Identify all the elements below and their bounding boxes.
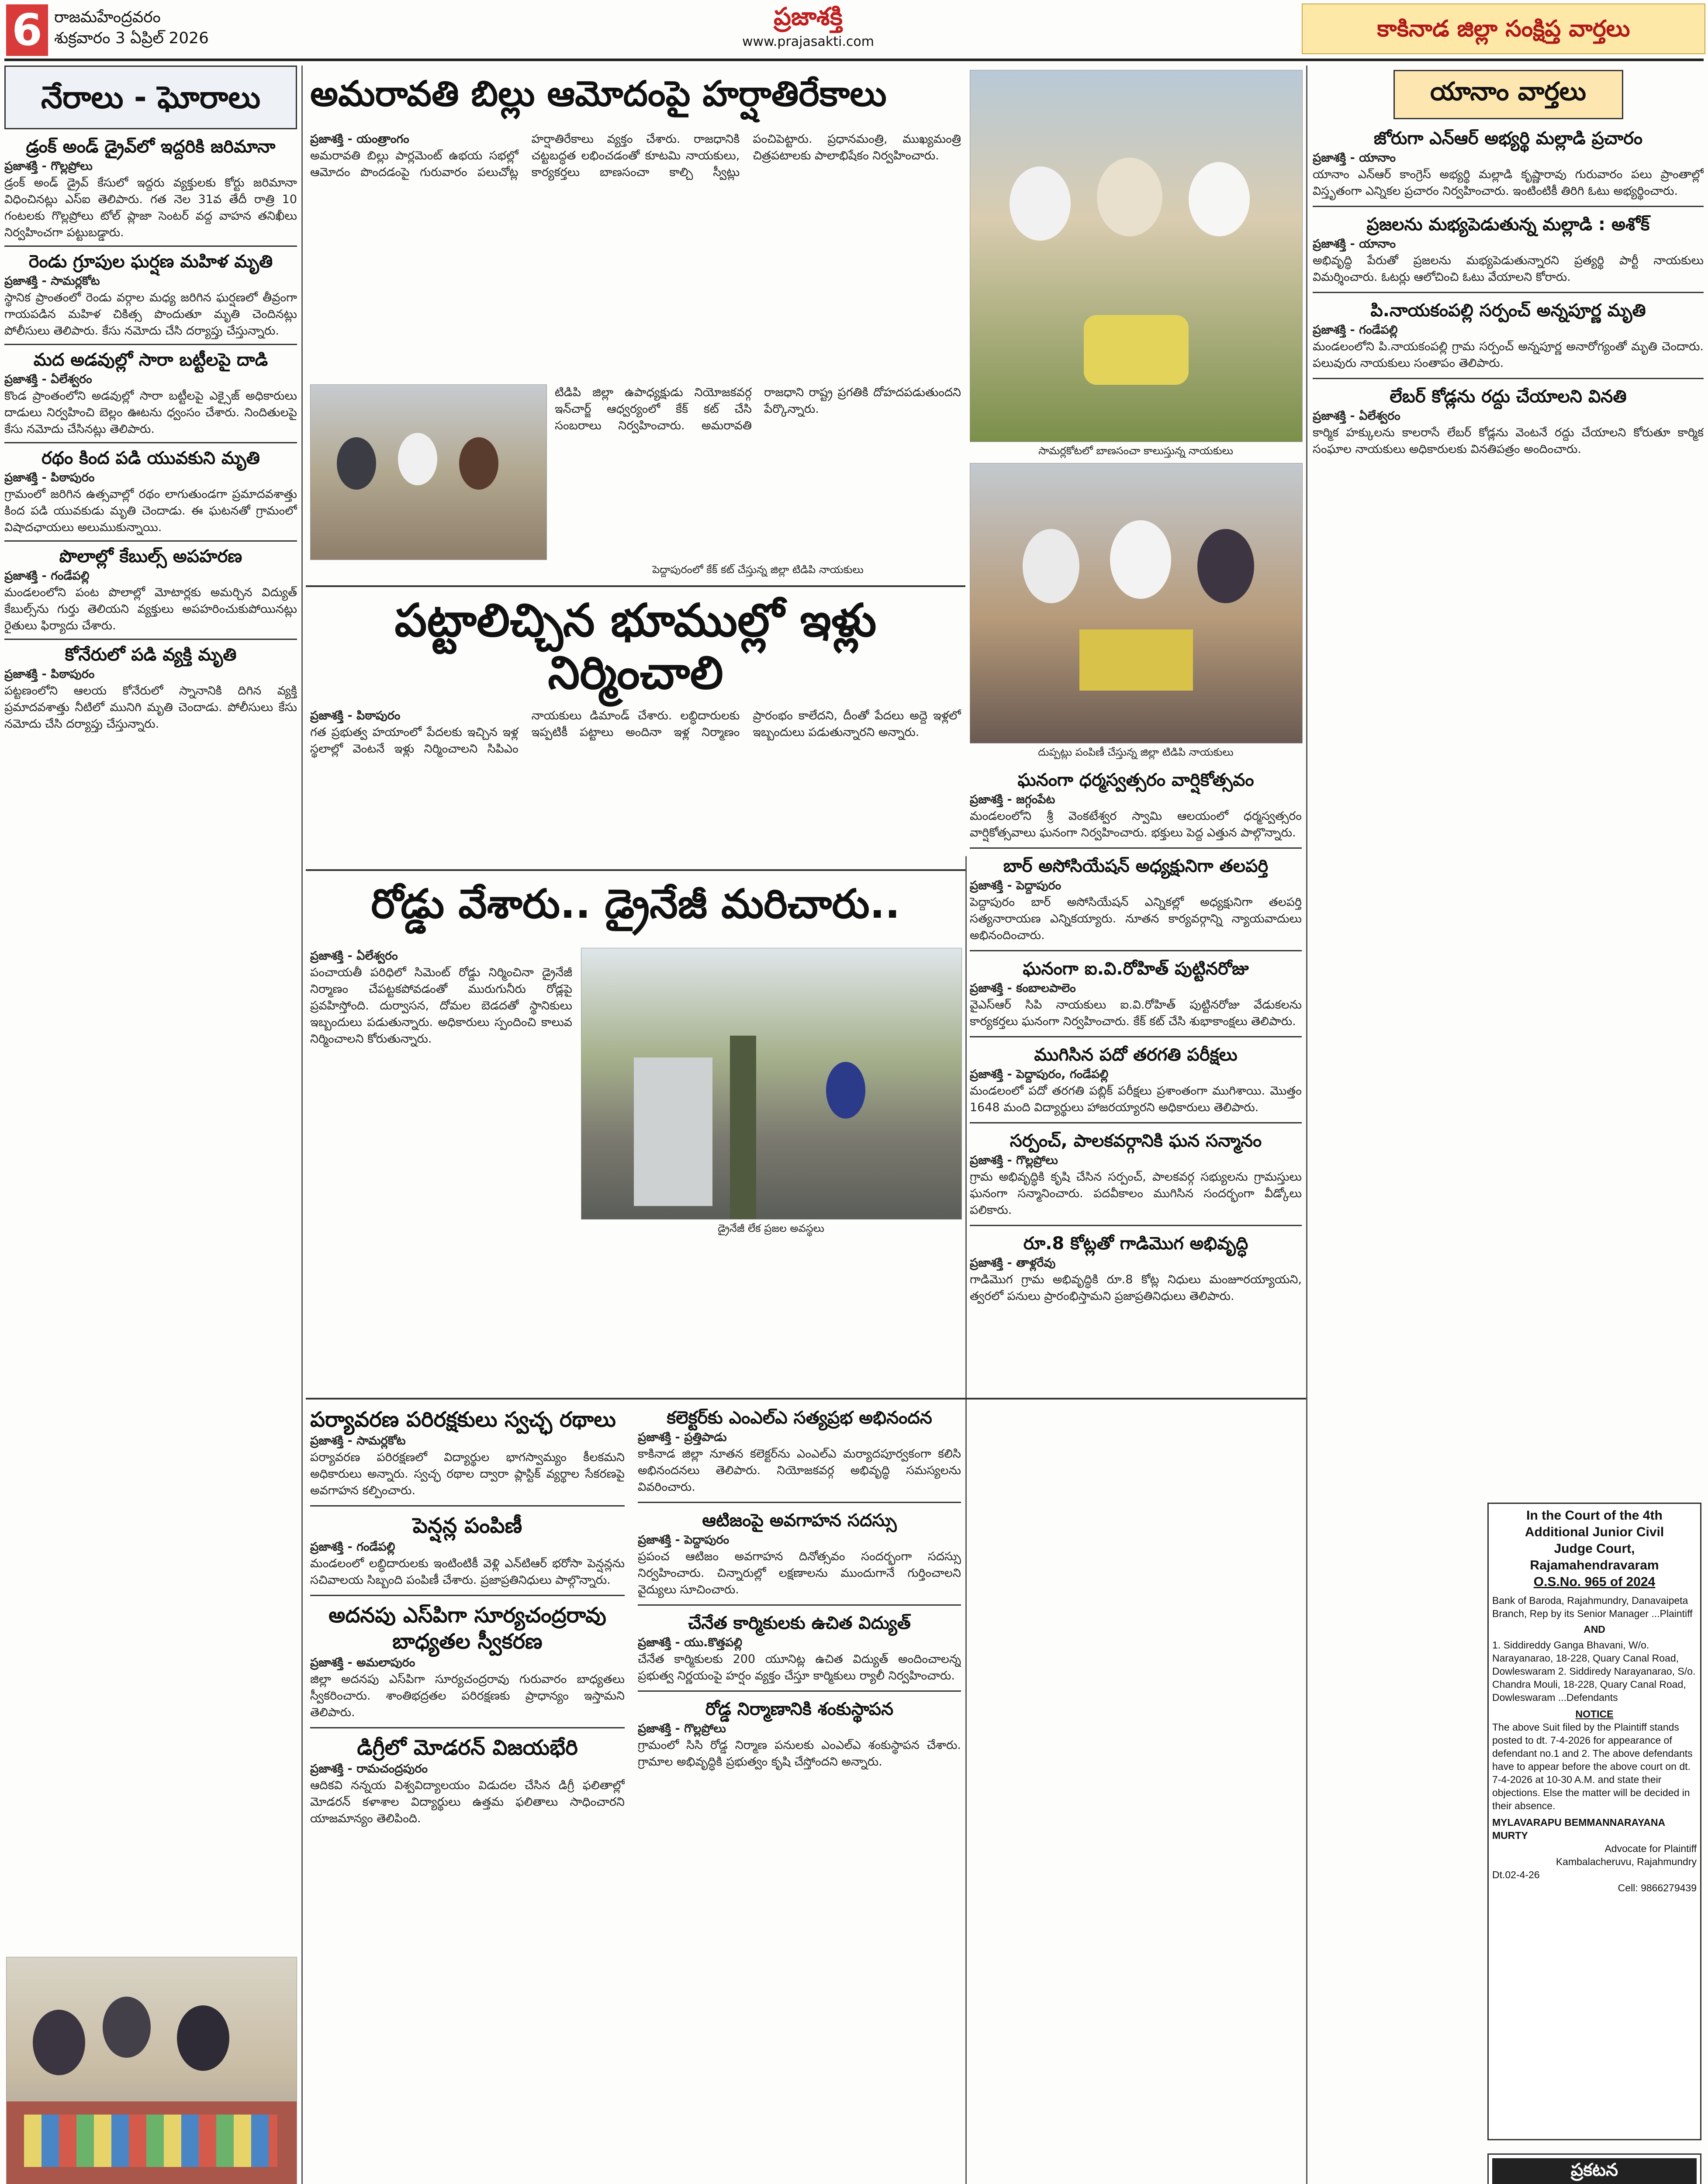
court-notice-text: The above Suit filed by the Plaintiff stands posted to dt. 7-4-2026 for appearance of defendant no.1 and 2. The above defendants have to appear before the above court on dt. 7-4-2026 at 10-30 A.M. and state their objections. Else the matter will be decided in their absence. bbox=[1492, 1721, 1693, 1811]
autism-story-body: ప్రపంచ ఆటిజం అవగాహన దినోత్సవం సందర్భంగా సదస్సు నిర్వహించారు. చిన్నారుల్లో లక్షణాలను ముందుగానే గుర్తించాలని వైద్యులు సూచించారు. bbox=[638, 1550, 961, 1597]
lead-photo bbox=[970, 70, 1303, 442]
col3-story-3-dateline: ప్రజాశక్తి - కంబాలపాలెం bbox=[970, 981, 1076, 995]
land-story-body: గత ప్రభుత్వ హయాంలో పేదలకు ఇచ్చిన ఇళ్ల స్థలాల్లో వెంటనే ఇళ్లు నిర్మించాలని సిపిఎం నాయకులు డిమాండ్ చేశారు. లబ్ధిదారులకు ఇప్పటికీ పట్టాలు అందినా ఇళ్ల నిర్మాణం ప్రారంభం కాలేదని, దీంతో పేదలు అద్దె ఇళ్లలో ఇబ్బందులు పడుతున్నారని అన్నారు. bbox=[310, 709, 961, 756]
col3-story-5-body: గ్రామ అభివృద్ధికి కృషి చేసిన సర్పంచ్, పాలకవర్గ సభ్యులను గ్రామస్తులు ఘనంగా సన్మానించారు. పదవీకాలం ముగిసిన సందర్భంగా వీడ్కోలు పలికారు. bbox=[970, 1170, 1302, 1217]
public-notice bbox=[1487, 2153, 1701, 2184]
crime-story-2 bbox=[4, 250, 297, 339]
degree-story-headline: డిగ్రీలో మోడరన్ విజయభేరి bbox=[357, 1735, 578, 1760]
crime-story-3-headline: మద అడవుల్లో సారా బట్టీలపై దాడి bbox=[33, 350, 268, 370]
land-story bbox=[310, 594, 961, 865]
crime-story-3-dateline: ప్రజాశక్తి - ఏలేశ్వరం bbox=[4, 373, 92, 386]
website: www.prajasakti.com bbox=[742, 34, 874, 49]
degree-story-dateline: ప్రజాశక్తి - రామచంద్రపురం bbox=[310, 1762, 428, 1776]
dateline-box bbox=[54, 7, 209, 49]
crime-story-2-dateline: ప్రజాశక్తి - సామర్లకోట bbox=[4, 274, 100, 288]
court-defendants: 1. Siddireddy Ganga Bhavani, W/o. Narayanarao, 18-228, Quary Canal Road, Dowleswaram 2. Siddiredy Narayanarao, S/o. Chandra Mouli, 18-228, Quary Canal Road, Dowleswaram ...Defendants bbox=[1492, 1639, 1696, 1703]
court-line-4: Rajamahendravaram bbox=[1530, 1558, 1659, 1572]
crime-column-title: నేరాలు - ఘోరాలు bbox=[4, 66, 297, 129]
section-rule bbox=[306, 869, 965, 871]
crime-story-1-headline: డ్రంక్ అండ్ డ్రైవ్‌లో ఇద్దరికి జరిమానా bbox=[26, 137, 276, 157]
blanket-distribution-photo bbox=[970, 463, 1303, 743]
edition-city: రాజమహేంద్రవరం bbox=[54, 8, 161, 26]
yanam-story-1 bbox=[1313, 127, 1704, 200]
mid-right-column bbox=[638, 1406, 961, 2184]
collector-story-dateline: ప్రజాశక్తి - ప్రత్తిపాడు bbox=[638, 1431, 727, 1444]
col3-story-6-body: గాడిమొగ గ్రామ అభివృద్ధికి రూ.8 కోట్ల నిధులు మంజూరయ్యాయని, త్వరలో పనులు ప్రారంభిస్తామని ప్రజాప్రతినిధులు తెలిపారు. bbox=[970, 1273, 1302, 1303]
crime-story-5-headline: పొలాల్లో కేబుల్స్ అపహరణ bbox=[59, 546, 242, 567]
crime-story-4-body: గ్రామంలో జరిగిన ఉత్సవాల్లో రథం లాగుతుండగా ప్రమాదవశాత్తు కింద పడి యువకుడు మృతి చెందాడు. ఈ ఘటనతో గ్రామంలో విషాదఛాయలు అలుముకున్నాయి. bbox=[4, 487, 297, 534]
yanam-title: యానాం వార్తలు bbox=[1393, 70, 1623, 119]
autism-story bbox=[638, 1509, 961, 1598]
pension-story bbox=[310, 1513, 625, 1589]
yanam-story-3-dateline: ప్రజాశక్తి - గండేపల్లి bbox=[1313, 323, 1398, 337]
column-divider bbox=[1306, 66, 1307, 2184]
pension-story-headline: పెన్షన్ల పంపిణీ bbox=[412, 1514, 522, 1538]
col3-story-5-headline: సర్పంచ్, పాలకవర్గానికి ఘన సన్మానం bbox=[1010, 1131, 1262, 1151]
road-story-headline: రోడ్డు వేశారు.. డ్రైనేజీ మరిచారు.. bbox=[371, 881, 900, 927]
crime-story-4-dateline: ప్రజాశక్తి - పిఠాపురం bbox=[4, 471, 95, 484]
col3-story-6 bbox=[970, 1232, 1302, 1305]
col3-story-1 bbox=[970, 769, 1302, 841]
yanam-story-2-headline: ప్రజలను మభ్యపెడుతున్న మల్లాడి : అశోక్ bbox=[1366, 214, 1650, 235]
autism-story-dateline: ప్రజాశక్తి - పెద్దాపురం bbox=[638, 1533, 730, 1547]
env-story bbox=[310, 1406, 625, 1499]
col3-story-1-headline: ఘనంగా ధర్మస్వత్సరం వార్షికోత్సవం bbox=[1017, 770, 1254, 790]
road-story-text bbox=[310, 948, 572, 1192]
road-foundation-dateline: ప్రజాశక్తి - గొల్లప్రోలు bbox=[638, 1722, 726, 1735]
sp-story-body: జిల్లా అదనపు ఎస్‌పిగా సూర్యచంద్రరావు గురువారం బాధ్యతలు స్వీకరించారు. శాంతిభద్రతల పరిరక్షణకు ప్రాధాన్యం ఇస్తామని తెలిపారు. bbox=[310, 1673, 625, 1719]
weavers-story-headline: చేనేత కార్మికులకు ఉచిత విద్యుత్ bbox=[688, 1613, 911, 1633]
col3-story-2-dateline: ప్రజాశక్తి - పెద్దాపురం bbox=[970, 879, 1061, 892]
crime-story-3 bbox=[4, 349, 297, 438]
cake-story bbox=[555, 384, 961, 559]
col3-story-6-headline: రూ.8 కోట్లతో గాడిమొగ అభివృద్ధి bbox=[1023, 1234, 1248, 1254]
collector-story bbox=[638, 1406, 961, 1496]
col3-story-2 bbox=[970, 855, 1302, 944]
crime-story-1 bbox=[4, 135, 297, 241]
court-advocate-role: Advocate for Plaintiff bbox=[1604, 1843, 1697, 1854]
court-advocate: MYLAVARAPU BEMMANNARAYANA MURTY bbox=[1492, 1817, 1665, 1841]
crime-story-1-dateline: ప్రజాశక్తి - గొల్లప్రోలు bbox=[4, 159, 93, 173]
column-divider bbox=[965, 856, 967, 2184]
lead-photo-caption: సామర్లకోటలో బాణసంచా కాలుస్తున్న నాయకులు bbox=[1038, 445, 1233, 457]
court-cell: Cell: 9866279439 bbox=[1618, 1882, 1697, 1894]
section-rule bbox=[306, 585, 965, 587]
collector-story-headline: కలెక్టర్‌కు ఎంఎల్‌ఎ సత్యప్రభ అభినందన bbox=[667, 1408, 932, 1428]
public-notice-title: ప్రకటన bbox=[1492, 2158, 1697, 2184]
page-number: 6 bbox=[6, 4, 48, 56]
court-os-number: O.S.No. 965 of 2024 bbox=[1533, 1575, 1656, 1589]
cake-story-caption: పెద్దాపురంలో కేక్ కట్ చేస్తున్న జిల్లా టిడిపి నాయకులు bbox=[652, 563, 864, 576]
degree-story bbox=[310, 1735, 625, 1827]
sp-story-headline: అదనపు ఎస్‌పిగా సూర్యచంద్రరావు బాధ్యతల స్వీకరణ bbox=[328, 1603, 606, 1654]
yanam-story-4 bbox=[1313, 385, 1704, 458]
sp-story bbox=[310, 1602, 625, 1721]
col3-story-1-body: మండలంలోని శ్రీ వెంకటేశ్వర స్వామి ఆలయంలో ధర్మస్వత్సరం వార్షికోత్సవాలు ఘనంగా నిర్వహించారు. భక్తులు పెద్ద ఎత్తున పాల్గొన్నారు. bbox=[970, 809, 1302, 840]
yanam-story-3-body: మండలంలోని పి.నాయకంపల్లి గ్రామ సర్పంచ్ అన్నపూర్ణ అనారోగ్యంతో మృతి చెందారు. పలువురు నాయకులు సంతాపం తెలిపారు. bbox=[1313, 340, 1704, 370]
yanam-story-2-body: అభివృద్ధి పేరుతో ప్రజలను మభ్యపెడుతున్నారని ప్రత్యర్థి పార్టీ నాయకులు విమర్శించారు. ఓటర్లు ఆలోచించి ఓటు వేయాలని కోరారు. bbox=[1313, 254, 1704, 284]
crime-story-6-dateline: ప్రజాశక్తి - పిఠాపురం bbox=[4, 667, 95, 681]
road-foundation-body: గ్రామంలో సిసి రోడ్డ నిర్మాణ పనులకు ఎంఎల్‌ఎ శంకుస్థాపన చేశారు. గ్రామాల అభివృద్ధికి ప్రభుత్వం కృషి చేస్తోందని అన్నారు. bbox=[638, 1738, 961, 1769]
degree-story-body: ఆదికవి నన్నయ విశ్వవిద్యాలయం విడుదల చేసిన డిగ్రీ ఫలితాల్లో మోడరన్ కళాశాల విద్యార్థులు ఉత్తమ ఫలితాలు సాధించారని యాజమాన్యం తెలిపింది. bbox=[310, 1779, 625, 1825]
court-notice-title: NOTICE bbox=[1575, 1708, 1614, 1720]
weavers-story-body: చేనేత కార్మికులకు 200 యూనిట్ల ఉచిత విద్యుత్ అందించాలన్న ప్రభుత్వ నిర్ణయంపై హర్షం వ్యక్తం చేస్తూ కార్మికులు ర్యాలీ నిర్వహించారు. bbox=[638, 1652, 961, 1683]
lead-text bbox=[310, 131, 961, 376]
yanam-column bbox=[1313, 70, 1704, 1494]
mid-left-column bbox=[310, 1406, 625, 2184]
court-notice bbox=[1487, 1503, 1701, 2140]
crime-story-6-body: పట్టణంలోని ఆలయ కోనేరులో స్నానానికి దిగిన వ్యక్తి ప్రమాదవశాత్తు నీటిలో మునిగి మృతి చెందాడు. పోలీసులు కేసు నమోదు చేసి దర్యాప్తు చేస్తున్నారు. bbox=[4, 684, 297, 731]
yanam-story-3 bbox=[1313, 299, 1704, 372]
yanam-story-4-headline: లేబర్ కోడ్లను రద్దు చేయాలని వినతి bbox=[1390, 387, 1627, 407]
col3-story-4 bbox=[970, 1044, 1302, 1116]
blanket-caption: దుప్పట్లు పంపిణీ చేస్తున్న జిల్లా టిడిపి నాయకులు bbox=[1038, 746, 1234, 758]
crime-story-6-headline: కోనేరులో పడి వ్యక్తి మృతి bbox=[65, 645, 237, 665]
road-story-dateline: ప్రజాశక్తి - ఏలేశ్వరం bbox=[310, 949, 398, 963]
pension-story-body: మండలంలో లబ్ధిదారులకు ఇంటింటికీ వెళ్లి ఎన్‌టిఆర్ భరోసా పెన్షన్లను సచివాలయ సిబ్బంది పంపిణీ చేశారు. ప్రజాప్రతినిధులు పాల్గొన్నారు. bbox=[310, 1557, 625, 1587]
col3-story-6-dateline: ప్రజాశక్తి - తాళ్లరేవు bbox=[970, 1256, 1056, 1270]
cake-story-body: టిడిపి జిల్లా ఉపాధ్యక్షుడు నియోజకవర్గ ఇన్‌చార్జ్ ఆధ్వర్యంలో కేక్ కట్ చేసి సంబరాలు నిర్వహించారు. అమరావతి రాజధాని రాష్ట్ర ప్రగతికి దోహదపడుతుందని పేర్కొన్నారు. bbox=[555, 386, 961, 432]
col3-story-3-body: వైఎస్‌ఆర్ సిపి నాయకులు ఐ.వి.రోహిత్ పుట్టినరోజు వేడుకలను కార్యకర్తలు ఘనంగా నిర్వహించారు. కేక్ కట్ చేసి శుభాకాంక్షలు తెలిపారు. bbox=[970, 998, 1302, 1028]
edition-date: శుక్రవారం 3 ఏప్రిల్ 2026 bbox=[54, 29, 209, 47]
yanam-story-3-headline: పి.నాయకంపల్లి సర్పంచ్ అన్నపూర్ణ మృతి bbox=[1370, 301, 1646, 321]
col3-story-1-dateline: ప్రజాశక్తి - జగ్గంపేట bbox=[970, 793, 1055, 806]
lead-headline-wrap bbox=[310, 70, 965, 127]
crime-story-6 bbox=[4, 643, 297, 733]
crime-story-5 bbox=[4, 545, 297, 634]
court-line-3: Judge Court, bbox=[1554, 1541, 1635, 1556]
samarlakota-photo bbox=[310, 384, 547, 560]
yanam-story-1-dateline: ప్రజాశక్తి - యానాం bbox=[1313, 151, 1396, 165]
court-plaintiff: Bank of Baroda, Rajahmundry, Danavaipeta Branch, Rep by its Senior Manager ...Plaintiff bbox=[1492, 1595, 1693, 1619]
crime-story-5-body: మండలంలోని పంట పొలాల్లో మోటార్లకు అమర్చిన విద్యుత్ కేబుల్స్‌ను గుర్తు తెలియని వ్యక్తులు అపహరించుకుపోయినట్లు రైతులు ఫిర్యాదు చేశారు. bbox=[4, 586, 297, 632]
sp-story-dateline: ప్రజాశక్తి - అమలాపురం bbox=[310, 1656, 415, 1669]
court-line-2: Additional Junior Civil bbox=[1525, 1525, 1664, 1539]
crime-story-1-body: డ్రంక్ అండ్ డ్రైవ్ కేసులో ఇద్దరు వ్యక్తులకు కోర్టు జరిమానా విధించినట్లు ఎస్‌ఐ తెలిపారు. గత నెల 31వ తేదీ రాత్రి 10 గంటలకు గొల్లప్రోలు టోల్ ప్లాజా సెంటర్ వద్ద వాహన తనిఖీలు నిర్వహించగా పట్టుబడ్డారు. bbox=[4, 176, 297, 239]
crime-story-3-body: కొండ ప్రాంతంలోని అడవుల్లో సారా బట్టీలపై ఎక్సైజ్ అధికారులు దాడులు నిర్వహించి బెల్లం ఊటను ధ్వంసం చేశారు. నిందితులపై కేసు నమోదు చేసినట్లు తెలిపారు. bbox=[4, 389, 297, 436]
yanam-story-2 bbox=[1313, 213, 1704, 286]
crime-story-2-headline: రెండు గ్రూపుల ఘర్షణ మహిళ మృతి bbox=[28, 252, 273, 272]
court-place: Kambalacheruvu, Rajahmundry bbox=[1556, 1856, 1697, 1867]
crime-story-4-headline: రథం కింద పడి యువకుని మృతి bbox=[41, 448, 260, 468]
col3-story-5 bbox=[970, 1130, 1302, 1219]
collector-story-body: కాకినాడ జిల్లా నూతన కలెక్టర్‌ను ఎంఎల్‌ఎ మర్యాదపూర్వకంగా కలిసి అభినందనలు తెలిపారు. నియోజకవర్గ అభివృద్ధి సమస్యలను వివరించారు. bbox=[638, 1447, 961, 1494]
road-foundation-headline: రోడ్డ నిర్మాణానికి శంకుస్థాపన bbox=[705, 1699, 894, 1719]
weavers-story bbox=[638, 1612, 961, 1684]
road-headline-wrap bbox=[310, 878, 961, 943]
autism-story-headline: ఆటిజంపై అవగాహన సదస్సు bbox=[702, 1510, 897, 1531]
lead-dateline: ప్రజాశక్తి - యంత్రాంగం bbox=[310, 132, 409, 146]
section-title: కాకినాడ జిల్లా సంక్షిప్త వార్తలు bbox=[1302, 3, 1705, 54]
crime-story-5-dateline: ప్రజాశక్తి - గండేపల్లి bbox=[4, 569, 90, 583]
env-story-body: పర్యావరణ పరిరక్షణలో విద్యార్థుల భాగస్వామ్యం కీలకమని అధికారులు అన్నారు. స్వచ్ఛ రథాల ద్వారా ప్లాస్టిక్ వ్యర్థాల సేకరణపై అవగాహన కల్పించారు. bbox=[310, 1451, 625, 1497]
yanam-story-1-body: యానాం ఎన్‌ఆర్ కాంగ్రెస్ అభ్యర్థి మల్లాడి కృష్ణారావు గురువారం పలు ప్రాంతాల్లో విస్తృతంగా ఎన్నికల ప్రచారం నిర్వహించారు. ఇంటింటికీ తిరిగి ఓటు అభ్యర్థించారు. bbox=[1313, 168, 1704, 198]
road-story-body: పంచాయతీ పరిధిలో సిమెంట్ రోడ్డు నిర్మించినా డ్రైనేజీ నిర్మాణం చేపట్టకపోవడంతో మురుగునీరు రోడ్లపై ప్రవహిస్తోంది. దుర్వాసన, దోమల బెడదతో స్థానికులు ఇబ్బందులు పడుతున్నారు. అధికారులు స్పందించి కాలువ నిర్మించాలని కోరుతున్నారు. bbox=[310, 966, 572, 1046]
col3-story-2-body: పెద్దాపురం బార్ అసోసియేషన్ ఎన్నికల్లో అధ్యక్షునిగా తలపర్తి సత్యనారాయణ ఎన్నికయ్యారు. నూతన కార్యవర్గాన్ని న్యాయవాదులు అభినందించారు. bbox=[970, 895, 1302, 942]
col3-story-3 bbox=[970, 957, 1302, 1030]
lead-body: అమరావతి బిల్లు పార్లమెంట్ ఉభయ సభల్లో ఆమోదం పొందడంపై గురువారం పలుచోట్ల హర్షాతిరేకాలు వ్యక్తం చేశారు. రాజధానికి చట్టబద్ధత లభించడంతో కూటమి నాయకులు, కార్యకర్తలు బాణసంచా కాల్చి స్వీట్లు పంచిపెట్టారు. ప్రధానమంత్రి, ముఖ్యమంత్రి చిత్రపటాలకు పాలాభిషేకం నిర్వహించారు. bbox=[310, 132, 961, 179]
header-rule bbox=[4, 59, 1704, 61]
drainage-caption: డ్రైనేజీ లేక ప్రజల అవస్థలు bbox=[718, 1222, 824, 1234]
lead-headline: అమరావతి బిల్లు ఆమోదంపై హర్షాతిరేకాలు bbox=[310, 73, 887, 114]
col3-story-4-dateline: ప్రజాశక్తి - పెద్దాపురం, గండేపల్లి bbox=[970, 1068, 1109, 1081]
env-story-headline: పర్యావరణ పరిరక్షకులు స్వచ్ఛ రథాలు bbox=[310, 1407, 616, 1432]
masthead: ప్రజాశక్తి bbox=[774, 3, 843, 31]
pension-story-dateline: ప్రజాశక్తి - గండేపల్లి bbox=[310, 1540, 395, 1554]
crime-story-2-body: స్థానిక ప్రాంతంలో రెండు వర్గాల మధ్య జరిగిన ఘర్షణలో తీవ్రంగా గాయపడిన మహిళ చికిత్స పొందుతూ మృతి చెందినట్లు పోలీసులు తెలిపారు. కేసు నమోదు చేసి దర్యాప్తు చేస్తున్నారు. bbox=[4, 291, 297, 338]
col3-story-3-headline: ఘనంగా ఐ.వి.రోహిత్ పుట్టినరోజు bbox=[1023, 959, 1249, 979]
land-story-headline: పట్టాలిచ్చిన భూముల్లో ఇళ్లు నిర్మించాలి bbox=[394, 594, 877, 699]
col3-story-5-dateline: ప్రజాశక్తి - గొల్లప్రోలు bbox=[970, 1154, 1058, 1167]
court-and: AND bbox=[1584, 1624, 1605, 1635]
court-date: Dt.02-4-26 bbox=[1492, 1869, 1540, 1880]
road-foundation-story bbox=[638, 1698, 961, 1770]
yanam-story-1-headline: జోరుగా ఎన్‌ఆర్ అభ్యర్థి మల్లాడి ప్రచారం bbox=[1373, 128, 1643, 149]
crime-column bbox=[4, 66, 297, 1900]
col3-story-4-body: మండలంలో పదో తరగతి పబ్లిక్ పరీక్షలు ప్రశాంతంగా ముగిశాయి. మొత్తం 1648 మంది విద్యార్థులు హాజరయ్యారని అధికారులు తెలిపారు. bbox=[970, 1084, 1302, 1114]
col3-story-2-headline: బార్ అసోసియేషన్ అధ్యక్షునిగా తలపర్తి bbox=[1003, 856, 1269, 876]
drainage-photo bbox=[581, 948, 962, 1220]
court-line-1: In the Court of the 4th bbox=[1526, 1508, 1663, 1523]
column-divider bbox=[301, 66, 303, 2184]
col3-story-4-headline: ముగిసిన పదో తరగతి పరీక్షలు bbox=[1034, 1045, 1238, 1065]
book-exhibition-photo bbox=[6, 1957, 297, 2184]
yanam-story-4-dateline: ప్రజాశక్తి - ఏలేశ్వరం bbox=[1313, 409, 1400, 423]
col3-stories bbox=[970, 769, 1302, 2184]
crime-story-4 bbox=[4, 447, 297, 536]
land-story-dateline: ప్రజాశక్తి - పిఠాపురం bbox=[310, 709, 401, 722]
weavers-story-dateline: ప్రజాశక్తి - యు.కొత్తపల్లి bbox=[638, 1636, 743, 1649]
yanam-story-2-dateline: ప్రజాశక్తి - యానాం bbox=[1313, 237, 1396, 251]
yanam-story-4-body: కార్మిక హక్కులను కాలరాసే లేబర్ కోడ్లను వెంటనే రద్దు చేయాలని కోరుతూ కార్మిక సంఘాల నాయకులు అధికారులకు వినతిపత్రం అందించారు. bbox=[1313, 426, 1704, 456]
env-story-dateline: ప్రజాశక్తి - సామర్లకోట bbox=[310, 1434, 406, 1448]
